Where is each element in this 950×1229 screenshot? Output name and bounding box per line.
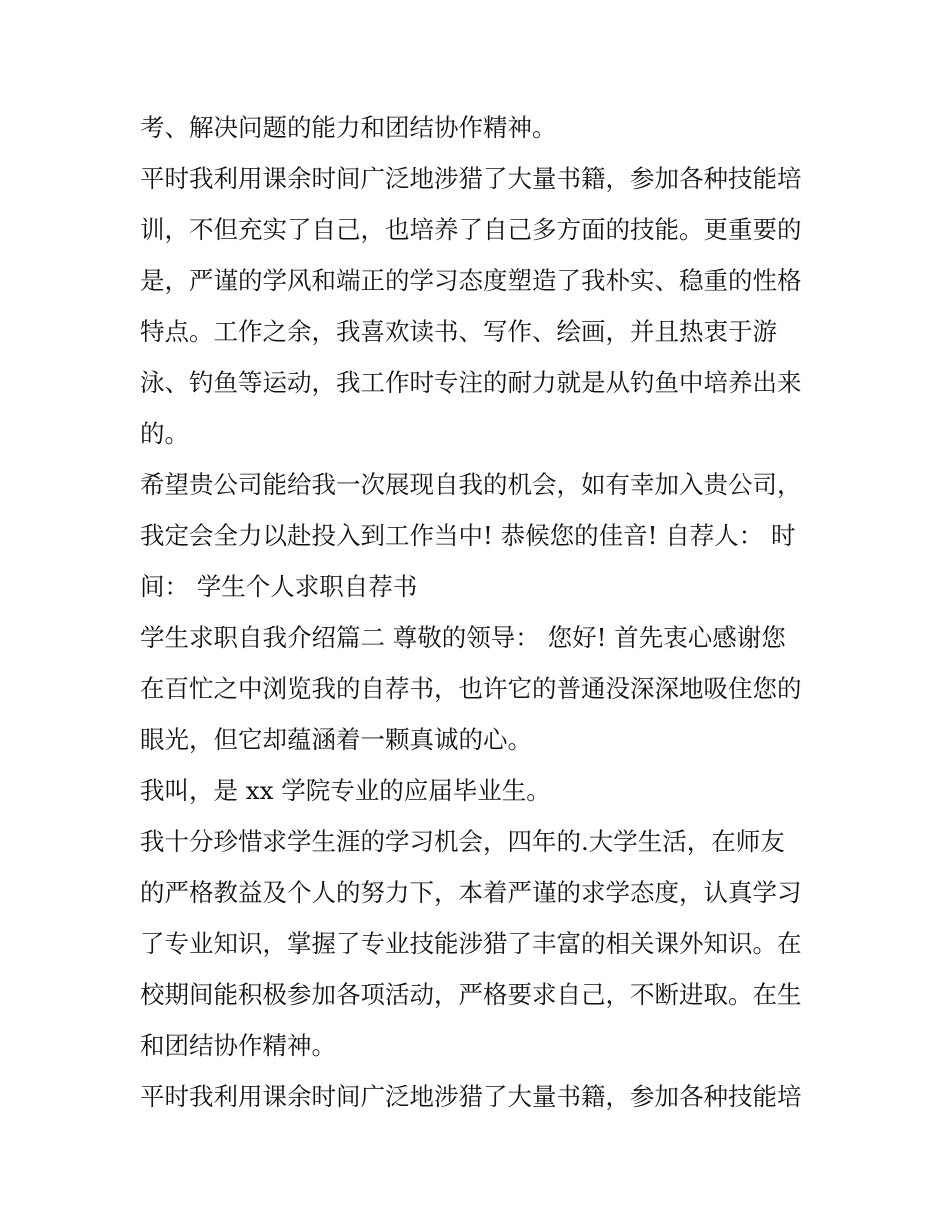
text-line: 考、解决问题的能力和团结协作精神。 [140, 113, 557, 142]
text-line: 泳、钓鱼等运动，我工作时专注的耐力就是从钓鱼中培养出来 [140, 368, 802, 397]
text-line: 了专业知识，掌握了专业技能涉猎了丰富的相关课外知识。在 [140, 929, 802, 958]
text-line: 希望贵公司能给我一次展现自我的机会，如有幸加入贵公司， [140, 470, 802, 499]
text-line: 我十分珍惜求学生涯的学习机会，四年的.大学生活，在师友 [140, 827, 785, 856]
text-line: 和团结协作精神。 [140, 1031, 336, 1060]
text-line: 我叫，是 xx 学院专业的应届毕业生。 [140, 776, 551, 805]
text-line: 我定会全力以赴投入到工作当中! 恭候您的佳音! 自荐人： 时 [140, 521, 796, 550]
text-line: 的严格教益及个人的努力下，本着严谨的求学态度，认真学习 [140, 878, 802, 907]
text-line: 是，严谨的学风和端正的学习态度塑造了我朴实、稳重的性格 [140, 266, 802, 295]
text-line: 平时我利用课余时间广泛地涉猎了大量书籍，参加各种技能培 [140, 164, 802, 193]
text-line: 学生求职自我介绍篇二 尊敬的领导： 您好! 首先衷心感谢您 [140, 623, 786, 652]
text-line: 训，不但充实了自己，也培养了自己多方面的技能。更重要的 [140, 215, 802, 244]
text-line: 特点。工作之余，我喜欢读书、写作、绘画，并且热衷于游 [140, 317, 777, 346]
text-line: 校期间能积极参加各项活动，严格要求自己，不断进取。在生 [140, 980, 802, 1009]
text-line: 平时我利用课余时间广泛地涉猎了大量书籍，参加各种技能培 [140, 1082, 802, 1111]
text-line: 间： 学生个人求职自荐书 [140, 572, 418, 601]
text-line: 眼光，但它却蕴涵着一颗真诚的心。 [140, 725, 532, 754]
text-line: 在百忙之中浏览我的自荐书，也许它的普通没深深地吸住您的 [140, 674, 802, 703]
text-line: 的。 [140, 419, 189, 448]
